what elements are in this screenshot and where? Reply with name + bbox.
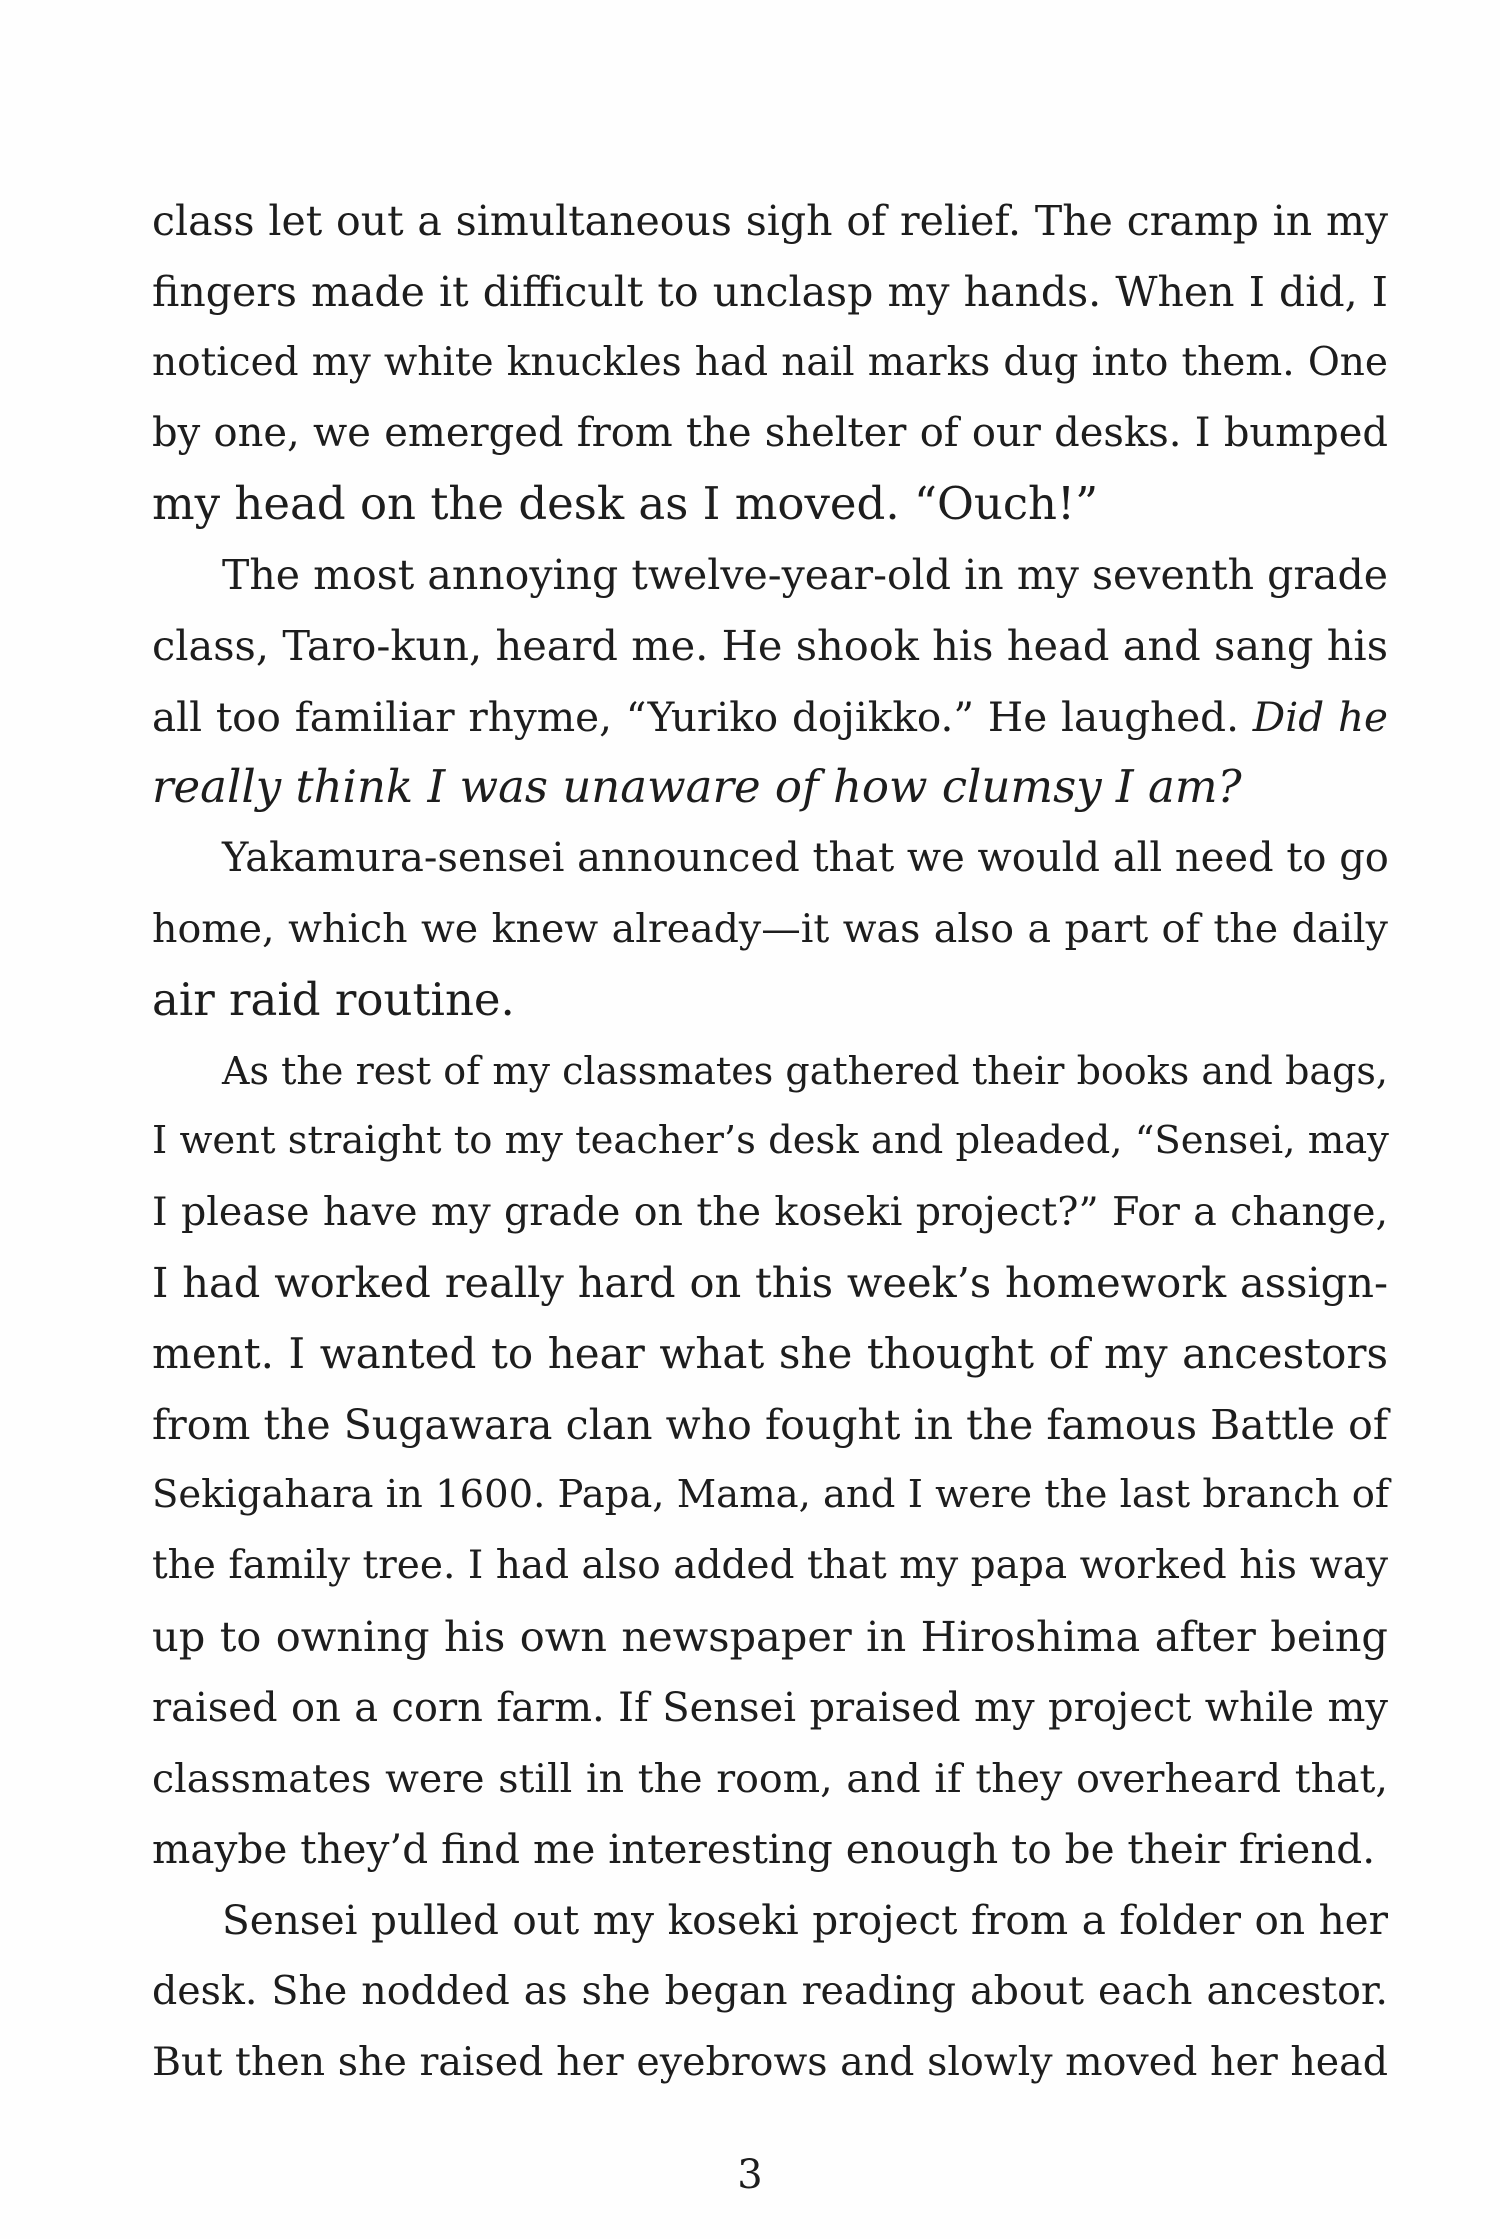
text-line: air raid routine. [152, 972, 515, 1026]
text-line: raised on a corn farm. If Sensei praised my project while my [152, 1684, 1388, 1731]
text-line: But then she raised her eyebrows and slowly moved her head [152, 2038, 1388, 2085]
text-line: class let out a simultaneous sigh of relief. The cramp in my [152, 197, 1388, 245]
text-line: I went straight to my teacher’s desk and pleaded, “Sensei, may [152, 1118, 1389, 1164]
text-line: from the Sugawara clan who fought in the famous Battle of [152, 1400, 1388, 1449]
text-line: Yakamura-sensei announced that we would all need to go [222, 835, 1389, 882]
text-line: fingers made it difficult to unclasp my hands. When I did, I [152, 267, 1388, 316]
text-line: Sensei pulled out my koseki project from a folder on her [222, 1896, 1388, 1945]
text-line: my head on the desk as I moved. “Ouch!” [152, 477, 1099, 531]
text-line: the family tree. I had also added that my papa worked his way [152, 1543, 1388, 1589]
text-line: The most annoying twelve-year-old in my seventh grade [222, 550, 1388, 599]
page-number: 3 [737, 2152, 763, 2198]
text-line: up to owning his own newspaper in Hiroshima after being [152, 1611, 1388, 1661]
text-span: all too familiar rhyme, “Yuriko dojikko.” He laughed. [152, 692, 1239, 741]
text-line: maybe they’d find me interesting enough to be their friend. [152, 1825, 1376, 1874]
text-line: desk. She nodded as she began reading about each ancestor. [152, 1967, 1388, 2014]
text-line: classmates were still in the room, and if they overheard that, [152, 1755, 1388, 1802]
text-line: home, which we knew already—it was also a part of the daily [152, 905, 1388, 952]
text-line: I had worked really hard on this week’s homework assign- [152, 1257, 1388, 1307]
text-line: I please have my grade on the koseki project?” For a change, [152, 1189, 1388, 1236]
text-line: As the rest of my classmates gathered their books and bags, [222, 1048, 1388, 1093]
text-line: ment. I wanted to hear what she thought of my ancestors [152, 1328, 1388, 1378]
text-line: Sekigahara in 1600. Papa, Mama, and I were the last branch of [152, 1472, 1390, 1518]
italic-thought: really think I was unaware of how clumsy I am? [152, 760, 1242, 814]
text-line: noticed my white knuckles had nail marks dug into them. One [152, 339, 1388, 385]
text-line [152, 682, 1388, 753]
text-line: class, Taro-kun, heard me. He shook his head and sang his [152, 620, 1388, 670]
italic-thought: Did he [1252, 692, 1389, 741]
text-line: by one, we emerged from the shelter of our desks. I bumped [152, 410, 1388, 457]
body-text [152, 186, 1388, 2098]
